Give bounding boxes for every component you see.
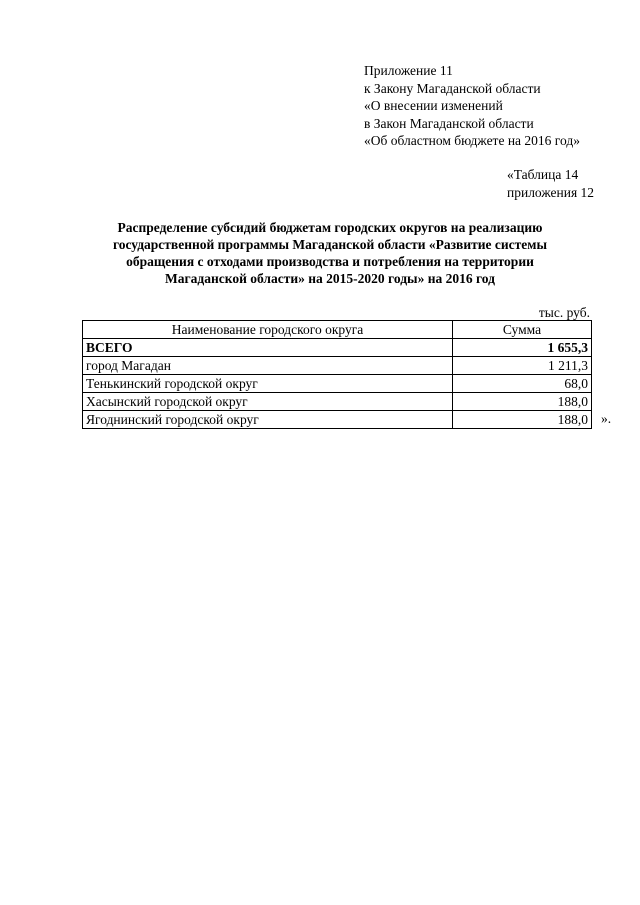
document-title-line: обращения с отходами производства и потребления на территории [126, 254, 534, 269]
appendix-header-line: в Закон Магаданской области [364, 115, 534, 131]
table-total-row [83, 339, 592, 357]
table-reference [507, 166, 594, 201]
column-header-name: Наименование городского округа [83, 321, 453, 339]
district-sum: 1 211,3 [453, 357, 592, 375]
total-value: 1 655,3 [453, 339, 592, 357]
district-sum: 188,0 [453, 411, 592, 429]
district-sum: 188,0 [453, 393, 592, 411]
table-row [83, 375, 592, 393]
table-reference-line: приложения 12 [507, 184, 595, 200]
district-name: город Магадан [83, 357, 453, 375]
table-reference-line: «Таблица 14 [507, 167, 579, 182]
total-label: ВСЕГО [83, 339, 453, 357]
table-row [83, 357, 592, 375]
document-title-line: Магаданской области» на 2015-2020 годы» на 2016 год [165, 271, 495, 286]
district-name: Тенькинский городской округ [83, 375, 453, 393]
appendix-header-line: к Закону Магаданской области [364, 80, 541, 96]
subsidy-table [82, 320, 592, 429]
table-header-row [83, 321, 592, 339]
document-title-line: государственной программы Магаданской области «Развитие системы [112, 237, 548, 252]
appendix-header-line: Приложение 11 [364, 63, 453, 78]
document-title [70, 219, 590, 287]
column-header-sum: Сумма [453, 321, 592, 339]
district-name: Ягоднинский городской округ [83, 411, 453, 429]
document-title-line: Распределение субсидий бюджетам городских округов на реализацию [117, 220, 543, 235]
appendix-header-line: «О внесении изменений [364, 98, 503, 113]
units-label: тыс. руб. [538, 305, 590, 320]
district-sum: 68,0 [453, 375, 592, 393]
district-name: Хасынский городской округ [83, 393, 453, 411]
closing-quote-mark: ». [601, 411, 612, 426]
appendix-header-line: «Об областном бюджете на 2016 год» [364, 133, 580, 148]
table-row [83, 411, 592, 429]
appendix-header [364, 62, 580, 150]
table-row [83, 393, 592, 411]
